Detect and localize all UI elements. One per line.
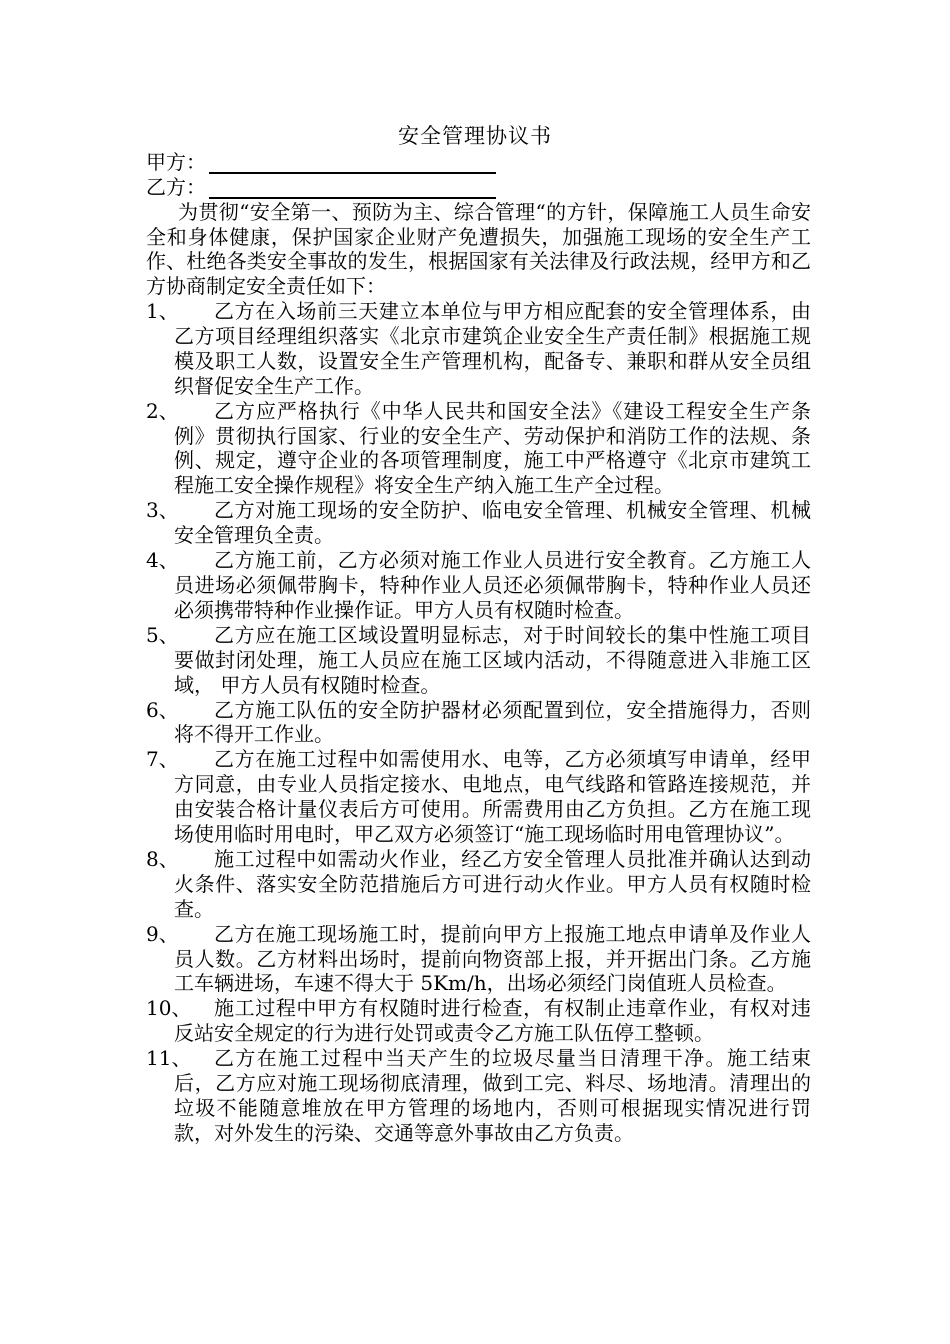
clause-number: 7、 bbox=[146, 747, 179, 772]
clause-item bbox=[146, 1046, 811, 1146]
clause-text: 乙方应严格执行《中华人民共和国安全法》《建设工程安全生产条例》贯彻执行国家、行业的安全生产、劳动保护和消防工作的法规、条例、规定，遵守企业的各项管理制度，施工中严格遵守《北京市建筑工程施工安全操作规程》将安全生产纳入施工生产全过程。 bbox=[174, 398, 811, 498]
clause-item bbox=[146, 548, 811, 623]
clause-text: 乙方对施工现场的安全防护、临电安全管理、机械安全管理、机械安全管理负全责。 bbox=[174, 498, 811, 548]
clause-number: 2、 bbox=[146, 398, 179, 423]
clause-number: 10、 bbox=[146, 996, 192, 1021]
clause-item bbox=[146, 922, 811, 997]
party-b-blank bbox=[209, 177, 496, 199]
clause-item bbox=[146, 299, 811, 399]
intro-paragraph: 为贯彻“安全第一、预防为主、综合管理“的方针，保障施工人员生命安全和身体健康，保护国家企业财产免遭损失，加强施工现场的安全生产工作、杜绝各类安全事故的发生，根据国家有关法律及行政法规，经甲方和乙方协商制定安全责任如下： bbox=[146, 200, 811, 298]
clause-item bbox=[146, 399, 811, 499]
party-a-label: 甲方： bbox=[146, 150, 206, 174]
clause-number: 9、 bbox=[146, 921, 179, 946]
clause-text: 乙方施工队伍的安全防护器材必须配置到位，安全措施得力，否则将不得开工作业。 bbox=[174, 697, 811, 747]
clause-text: 施工过程中甲方有权随时进行检查，有权制止违章作业，有权对违反站安全规定的行为进行处罚或责令乙方施工队伍停工整顿。 bbox=[174, 996, 811, 1046]
clause-number: 4、 bbox=[146, 548, 179, 573]
party-a-blank bbox=[209, 152, 496, 174]
clause-list bbox=[146, 299, 811, 1146]
clause-number: 3、 bbox=[146, 498, 179, 523]
clause-text: 乙方在施工现场施工时，提前向甲方上报施工地点申请单及作业人员人数。乙方材料出场时，提前向物资部上报，并开据出门条。乙方施工车辆进场，车速不得大于 5Km/h，出场必须经门岗值班人员检查。 bbox=[174, 921, 811, 996]
clause-text: 施工过程中如需动火作业，经乙方安全管理人员批准并确认达到动火条件、落实安全防范措施后方可进行动火作业。甲方人员有权随时检查。 bbox=[174, 846, 811, 921]
party-a-line bbox=[146, 150, 496, 174]
document-title: 安全管理协议书 bbox=[398, 124, 552, 148]
clause-text: 乙方在入场前三天建立本单位与甲方相应配套的安全管理体系，由乙方项目经理组织落实《北京市建筑企业安全生产责任制》根据施工规模及职工人数，设置安全生产管理机构，配备专、兼职和群从安全员组织督促安全生产工作。 bbox=[174, 299, 811, 398]
party-b-line bbox=[146, 175, 496, 199]
clause-number: 6、 bbox=[146, 697, 179, 722]
clause-item bbox=[146, 847, 811, 922]
clause-text: 乙方施工前，乙方必须对施工作业人员进行安全教育。乙方施工人员进场必须佩带胸卡，特种作业人员还必须佩带胸卡，特种作业人员还必须携带特种作业操作证。甲方人员有权随时检查。 bbox=[174, 548, 811, 622]
clause-item bbox=[146, 698, 811, 748]
clause-text: 乙方在施工过程中当天产生的垃圾尽量当日清理干净。施工结束后，乙方应对施工现场彻底清理，做到工完、料尽、场地清。清理出的垃圾不能随意堆放在甲方管理的场地内，否则可根据现实情况进行罚款，对外发生的污染、交通等意外事故由乙方负责。 bbox=[174, 1046, 811, 1145]
clause-item bbox=[146, 498, 811, 548]
clause-item bbox=[146, 623, 811, 698]
clause-item bbox=[146, 996, 811, 1046]
clause-item bbox=[146, 747, 811, 847]
party-b-label: 乙方： bbox=[146, 175, 206, 199]
clause-text: 乙方应在施工区域设置明显标志，对于时间较长的集中性施工项目要做封闭处理，施工人员应在施工区域内活动，不得随意进入非施工区域， 甲方人员有权随时检查。 bbox=[174, 622, 811, 697]
clause-number: 1、 bbox=[146, 299, 179, 323]
clause-number: 8、 bbox=[146, 846, 179, 871]
clause-text: 乙方在施工过程中如需使用水、电等，乙方必须填写申请单，经甲方同意，由专业人员指定接水、电地点，电气线路和管路连接规范，并由安装合格计量仪表后方可使用。所需费用由乙方负担。乙方在施工现场使用临时用电时，甲乙双方必须签订“施工现场临时用电管理协议”。 bbox=[174, 747, 811, 847]
clause-number: 5、 bbox=[146, 622, 179, 647]
clause-number: 11、 bbox=[146, 1046, 192, 1071]
